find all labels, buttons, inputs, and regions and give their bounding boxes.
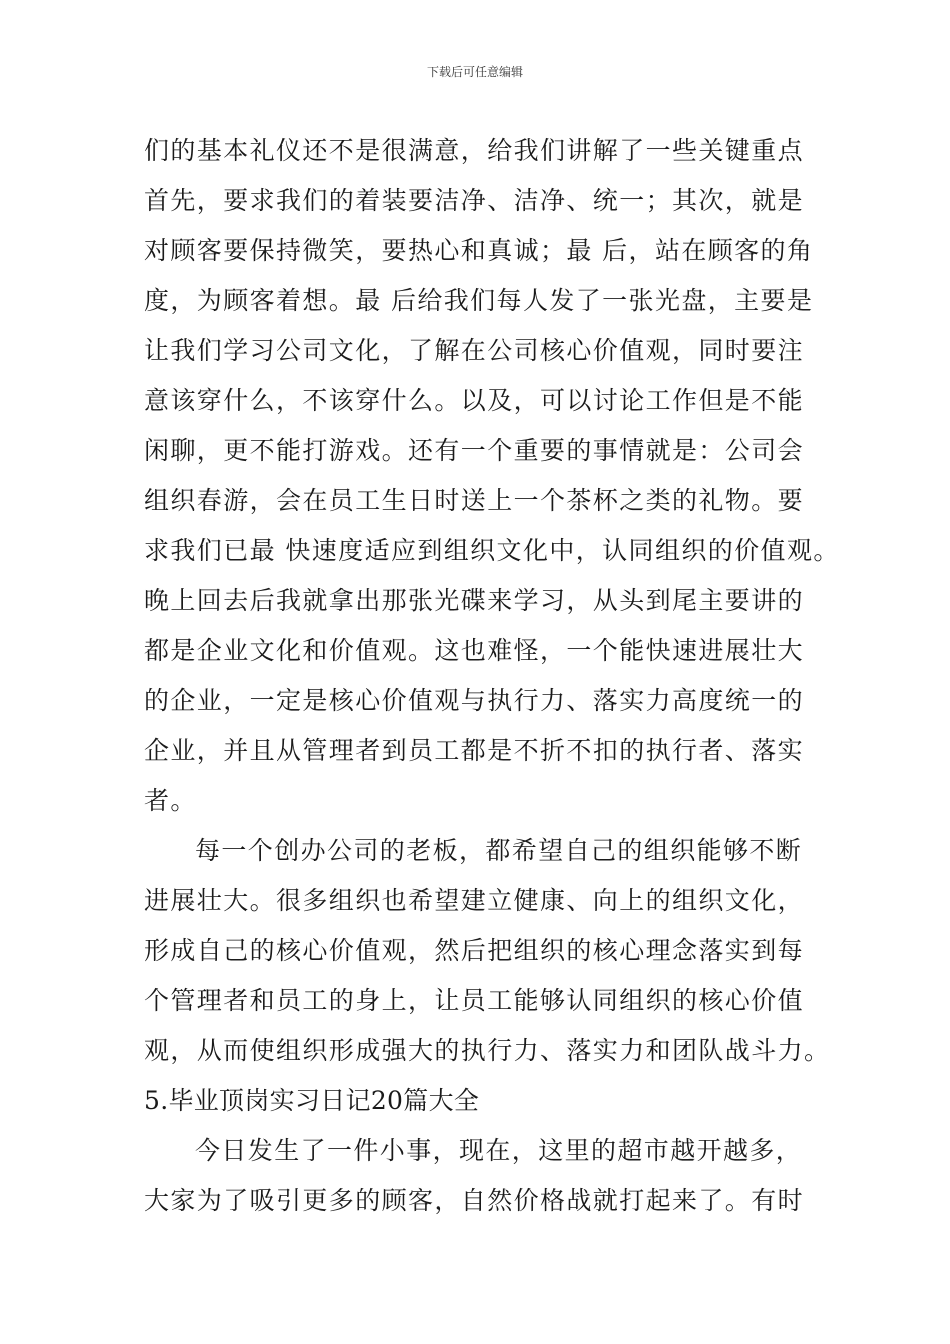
text-line: 晚上回去后我就拿出那张光碟来学习，从头到尾主要讲的 (144, 586, 805, 615)
text-line: 度，为顾客着想。最 后给我们每人发了一张光盘，主要是 (144, 286, 814, 315)
text-line: 让我们学习公司文化，了解在公司核心价值观，同时要注 (144, 336, 805, 365)
text-line: 每一个创办公司的老板，都希望自己的组织能够不断 (195, 836, 803, 865)
text-line: 闲聊，更不能打游戏。还有一个重要的事情就是：公司会 (144, 436, 805, 465)
text-line: 对顾客要保持微笑，要热心和真诚；最 后，站在顾客的角 (144, 236, 814, 265)
text-line: 组织春游，会在员工生日时送上一个茶杯之类的礼物。要 (144, 486, 805, 515)
text-line: 求我们已最 快速度适应到组织文化中，认同组织的价值观。 (144, 536, 840, 565)
document-body (144, 126, 844, 1226)
text-line: 个管理者和员工的身上，让员工能够认同组织的核心价值 (144, 986, 805, 1015)
text-line: 都是企业文化和价值观。这也难怪，一个能快速进展壮大 (144, 636, 805, 665)
text-line: 首先，要求我们的着装要洁净、洁净、统一；其次，就是 (144, 186, 805, 215)
text-line: 们的基本礼仪还不是很满意，给我们讲解了一些关键重点 (144, 136, 805, 165)
text-line: 意该穿什么，不该穿什么。以及，可以讨论工作但是不能 (144, 386, 805, 415)
text-line: 的企业，一定是核心价值观与执行力、落实力高度统一的 (144, 686, 805, 715)
text-line: 大家为了吸引更多的顾客，自然价格战就打起来了。有时 (144, 1186, 805, 1215)
text-line: 形成自己的核心价值观，然后把组织的核心理念落实到每 (144, 936, 805, 965)
text-line: 者。 (144, 786, 197, 815)
text-line: 观，从而使组织形成强大的执行力、落实力和团队战斗力。 (144, 1036, 831, 1065)
text-line: 今日发生了一件小事，现在，这里的超市越开越多， (195, 1136, 803, 1165)
text-line: 进展壮大。很多组织也希望建立健康、向上的组织文化， (144, 886, 805, 915)
section-heading: 5.毕业顶岗实习日记20篇大全 (144, 1086, 480, 1115)
page-header: 下载后可任意编辑 (426, 65, 523, 79)
text-line: 企业，并且从管理者到员工都是不折不扣的执行者、落实 (144, 736, 805, 765)
